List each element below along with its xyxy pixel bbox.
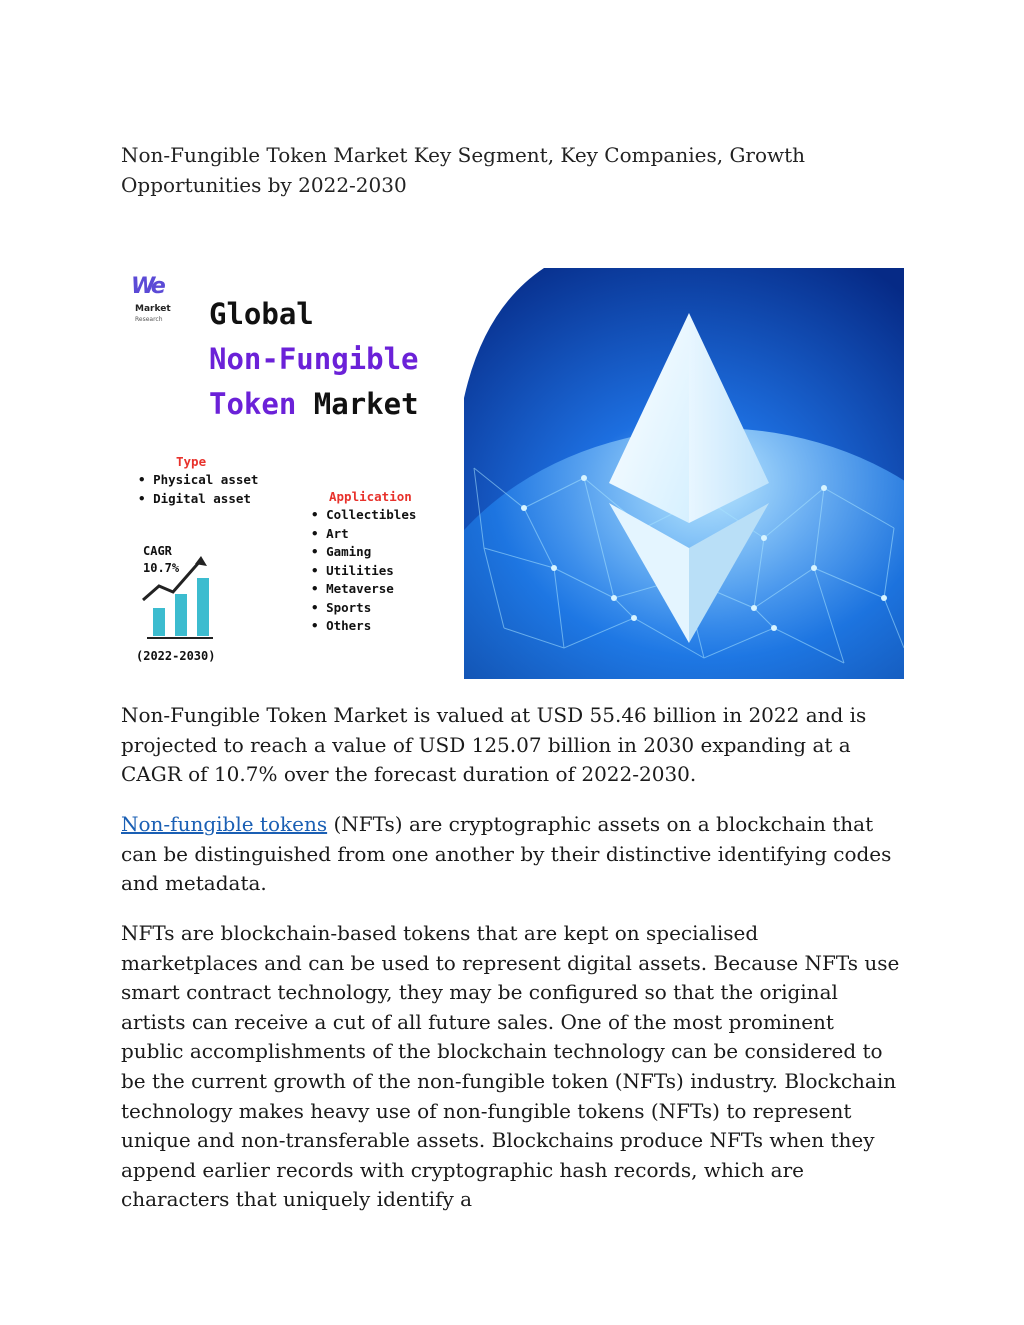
cagr-period: (2022-2030) [136, 649, 216, 663]
application-item: • Art [311, 525, 416, 544]
type-label: Type [176, 454, 207, 469]
logo-text-market: Market [135, 304, 171, 314]
application-label: Application [329, 489, 412, 504]
application-item: • Sports [311, 599, 416, 618]
headline-line-1: Global [209, 297, 314, 331]
nft-link[interactable]: Non-fungible tokens [121, 812, 328, 836]
application-list [311, 506, 416, 636]
application-item: • Metaverse [311, 580, 416, 599]
growth-chart-icon [139, 550, 225, 640]
headline-line-2: Non-Fungible [209, 342, 419, 376]
growth-bar-2 [175, 594, 187, 636]
paragraph-nft-definition [121, 810, 901, 899]
type-list [138, 471, 258, 508]
type-item: • Physical asset [138, 471, 258, 490]
cagr-value: 10.7% [143, 561, 180, 575]
ethereum-globe-image [464, 268, 904, 679]
type-item: • Digital asset [138, 490, 258, 509]
headline-market: Market [313, 387, 419, 421]
company-logo [131, 274, 175, 334]
paragraph-market-value: Non-Fungible Token Market is valued at USD 55.46 billion in 2022 and is projected to reach a value of USD 125.07 billion in 2030 expanding at a CAGR of 10.7% over the forecast duration of 2022-2030. [121, 703, 867, 787]
paragraph-nft-details: NFTs are blockchain-based tokens that are kept on specialised marketplaces and can be used to represent digital assets. Because NFTs use smart contract technology, they may be configured so that the original artists can receive a cut of all future sales. One of the most prominent public accomplishments of the blockchain technology can be considered to be the current growth of the non-fungible token (NFTs) industry. Blockchain technology makes heavy use of non-fungible tokens (NFTs) to represent unique and non-transferable assets. Blockchains produce NFTs when they append earlier records with cryptographic hash records, which are characters that uniquely identify a [121, 921, 900, 1212]
document-title: Non-Fungible Token Market Key Segment, Key Companies, Growth Opportunities by 2022-2030 [121, 143, 806, 197]
logo-text-research: Research [135, 316, 163, 323]
application-item: • Utilities [311, 562, 416, 581]
banner-headline [209, 292, 419, 427]
application-item: • Collectibles [311, 506, 416, 525]
cagr-label: CAGR [143, 544, 172, 558]
headline-line-3 [209, 382, 419, 427]
application-item: • Gaming [311, 543, 416, 562]
growth-bar-3 [197, 578, 209, 636]
growth-bar-1 [153, 608, 165, 636]
headline-token: Token [209, 387, 297, 421]
growth-trend-line [143, 560, 201, 600]
application-item: • Others [311, 617, 416, 636]
paragraph-nft-definition-text: (NFTs) are cryptographic assets on a blockchain that can be distinguished from one another by their distinctive identifying codes and metadata. [121, 812, 892, 896]
logo-mark: We [131, 274, 163, 299]
market-banner [121, 268, 904, 679]
